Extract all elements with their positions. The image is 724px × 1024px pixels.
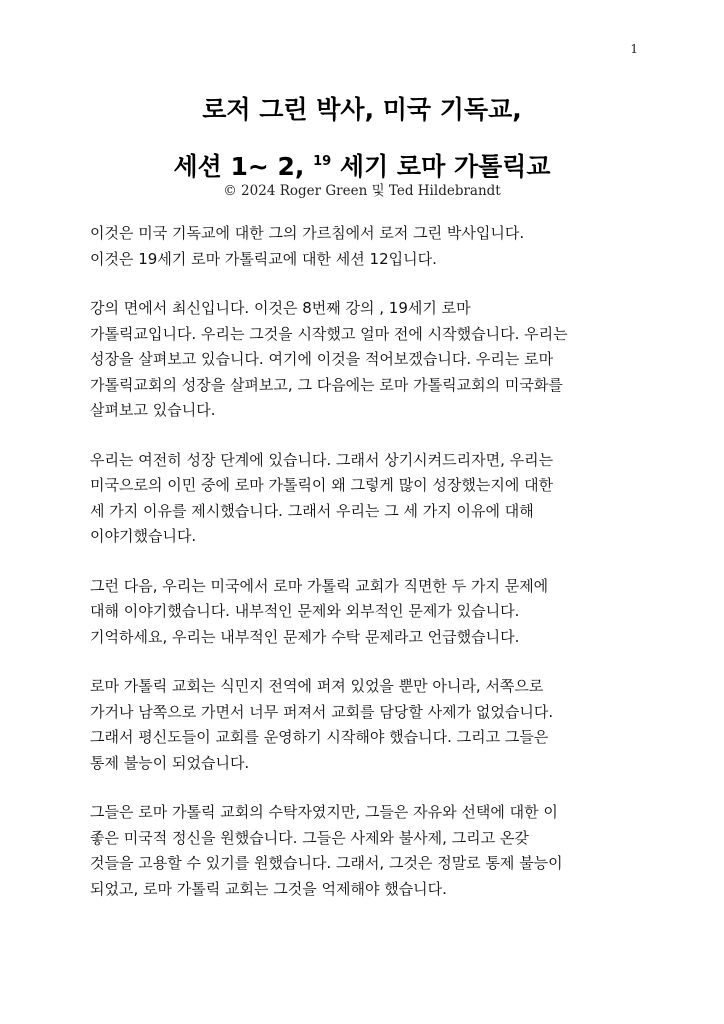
- text-line: 그래서 평신도들이 교회를 운영하기 시작해야 했습니다. 그리고 그들은: [90, 728, 549, 746]
- text-line: 그들은 로마 가톨릭 교회의 수탁자였지만, 그들은 자유와 선택에 대한 이: [90, 803, 558, 821]
- text-line: 가톨릭교입니다. 우리는 그것을 시작했고 얼마 전에 시작했습니다. 우리는: [90, 324, 568, 343]
- text-line: 성장을 살펴보고 있습니다. 여기에 이것을 적어보겠습니다. 우리는 로마: [90, 350, 554, 368]
- text-line: 이것은 미국 기독교에 대한 그의 가르침에서 로저 그린 박사입니다.: [90, 224, 525, 242]
- text-line: 미국으로의 이민 중에 로마 가톨릭이 왜 그렇게 많이 성장했는지에 대한: [90, 476, 554, 494]
- text-line: 되었고, 로마 가톨릭 교회는 그것을 억제해야 했습니다.: [90, 879, 447, 898]
- title-line-2-prefix: 세션 1~ 2,: [173, 152, 314, 181]
- text-line: 살펴보고 있습니다.: [90, 401, 216, 419]
- paragraph-5: [90, 674, 638, 776]
- text-line: 그런 다음, 우리는 미국에서 로마 가톨릭 교회가 직면한 두 가지 문제에: [90, 576, 549, 595]
- paragraph-6: [90, 800, 638, 902]
- text-line: 강의 면에서 최신입니다. 이것은 8번째 강의 , 19세기 로마: [90, 299, 471, 317]
- document-title: [0, 84, 724, 193]
- page-number: 1: [630, 42, 638, 56]
- text-line: 통제 불능이 되었습니다.: [90, 753, 250, 772]
- paragraph-3: [90, 448, 638, 550]
- title-line-1: 로저 그린 박사, 미국 기독교,: [202, 95, 522, 124]
- title-superscript: 19: [313, 154, 332, 169]
- text-line: 대해 이야기했습니다. 내부적인 문제와 외부적인 문제가 있습니다.: [90, 602, 520, 620]
- text-line: 로마 가톨릭 교회는 식민지 전역에 퍼져 있었을 뿐만 아니라, 서쪽으로: [90, 677, 544, 695]
- copyright-line: © 2024 Roger Green 및 Ted Hildebrandt: [223, 183, 501, 199]
- title-line-2-suffix: 세기 로마 가톨릭교: [331, 152, 551, 181]
- paragraph-1: [90, 221, 638, 272]
- text-line: 이야기했습니다.: [90, 527, 197, 545]
- text-line: 가톨릭교회의 성장을 살펴보고, 그 다음에는 로마 가톨릭교회의 미국화를: [90, 375, 563, 394]
- text-line: 기억하세요, 우리는 내부적인 문제가 수탁 문제라고 언급했습니다.: [90, 627, 520, 646]
- text-line: 좋은 미국적 정신을 원했습니다. 그들은 사제와 불사제, 그리고 온갖: [90, 828, 529, 847]
- text-line: 이것은 19세기 로마 가톨릭교에 대한 세션 12입니다.: [90, 249, 437, 268]
- paragraph-4: [90, 574, 638, 651]
- text-line: 세 가지 이유를 제시했습니다. 그래서 우리는 그 세 가지 이유에 대해: [90, 501, 534, 520]
- paragraph-2: [90, 296, 638, 424]
- transcript-body: [90, 221, 638, 926]
- text-line: 우리는 여전히 성장 단계에 있습니다. 그래서 상기시켜드리자면, 우리는: [90, 450, 554, 469]
- text-line: 가거나 남쪽으로 가면서 너무 퍼져서 교회를 담당할 사제가 없었습니다.: [90, 702, 554, 721]
- text-line: 것들을 고용할 수 있기를 원했습니다. 그래서, 그것은 정말로 통제 불능이: [90, 854, 563, 872]
